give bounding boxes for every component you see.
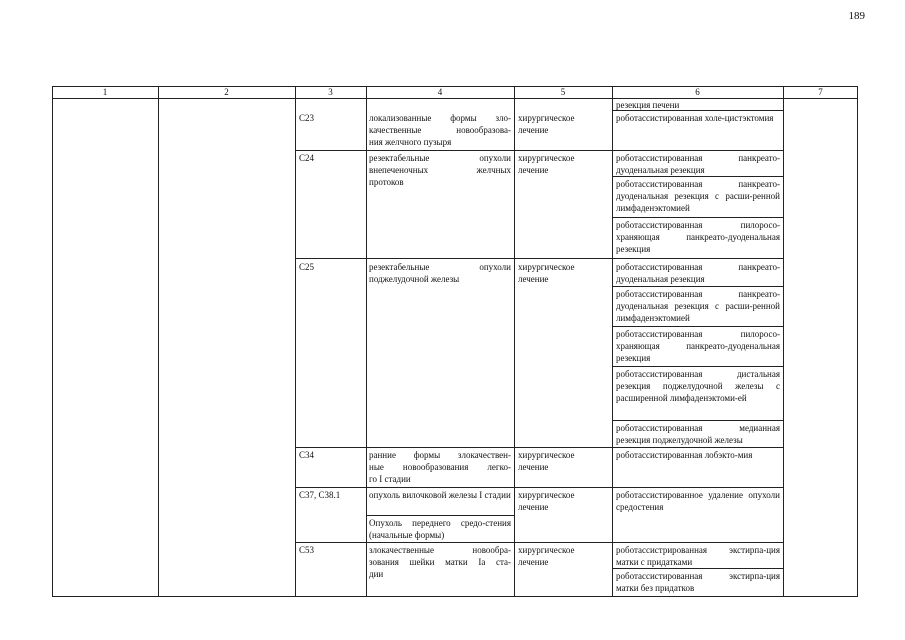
method-cell: роботассистированная экстирпа-ция матки без придатков [616,571,780,593]
col-header-3: 3 [328,87,333,97]
diagnosis-line: ранние формы злокачествен- [369,450,511,460]
code-cell: C53 [299,545,315,555]
treatment-cell: хирургическое лечение [518,450,575,472]
diagnosis-cell [369,261,511,285]
diagnosis-line: локализованные формы зло- [369,113,511,123]
diagnosis-line: ния желчного пузыря [369,137,452,147]
method-cell: роботассистированная панкреато-дуоденальная резекция [616,153,780,175]
treatment-cell: хирургическое лечение [518,113,575,135]
code-cell: C23 [299,113,315,123]
diagnosis-line: качественные новообразова- [369,125,511,135]
col-header-2: 2 [224,87,229,97]
method-cell: роботассистированная холе-цистэктомия [616,113,774,123]
col-header-4: 4 [437,87,443,97]
diagnosis-line: протоков [369,177,404,187]
diagnosis-cell [369,544,511,580]
col-header-7: 7 [818,87,823,97]
page-number: 189 [848,10,865,22]
diagnosis-line: поджелудочной железы [369,274,460,284]
diagnosis-line: го I стадии [369,474,411,484]
method-cell: роботассистированная лобэкто-мия [616,450,753,460]
col-header-5: 5 [560,87,566,97]
method-cell: роботассистированная пилоросо-храняющая панкреато-дуоденальная резекция [616,329,780,363]
diagnosis-line: зования шейки матки Ia ста- [369,557,511,567]
diagnosis-line: внепеченочных желчных [369,165,511,175]
method-cell: резекция печени [616,100,680,110]
diagnosis-cell [369,112,511,148]
code-cell: C37, C38.1 [299,490,341,500]
diagnosis-line: резектабельные опухоли [369,262,511,272]
diagnosis-line: ные новообразования легко- [369,462,511,472]
code-cell: C34 [299,450,315,460]
diagnosis-cell [369,449,511,485]
method-cell: роботассистированная дистальная резекция поджелудочной железы с расширенной лимфаденэктоми-ей [616,369,780,403]
diagnosis-cell: опухоль вилочковой железы I стадии [369,490,511,500]
diagnosis-line: резектабельные опухоли [369,153,511,163]
method-cell: роботассистированная пилоросо-храняющая панкреато-дуоденальная резекция [616,220,780,254]
method-cell: роботассистированная панкреато-дуоденальная резекция [616,262,780,284]
diagnosis-cell: Опухоль переднего средо-стения (начальные формы) [369,518,511,540]
method-cell: роботассистрированная экстирпа-ция матки с придатками [616,545,780,567]
col-header-1: 1 [102,87,108,97]
method-cell: роботассистированная медианная резекция поджелудочной железы [616,423,780,445]
method-cell: роботассистированное удаление опухоли средостения [616,490,780,512]
diagnosis-line: злокачественные новообра- [369,545,511,555]
diagnosis-line: дии [369,569,384,579]
diagnosis-cell [369,152,511,188]
code-cell: C24 [299,153,315,163]
treatment-cell: хирургическое лечение [518,545,575,567]
treatment-cell: хирургическое лечение [518,262,575,284]
method-cell: роботассистированная панкреато-дуоденальная резекция с расши-ренной лимфаденэктомией [616,289,780,323]
treatment-cell: хирургическое лечение [518,490,575,512]
col-header-6: 6 [695,87,700,97]
treatment-cell: хирургическое лечение [518,153,575,175]
method-cell: роботассистированная панкреато-дуоденальная резекция с расши-ренной лимфаденэктомией [616,179,780,213]
code-cell: C25 [299,262,315,272]
